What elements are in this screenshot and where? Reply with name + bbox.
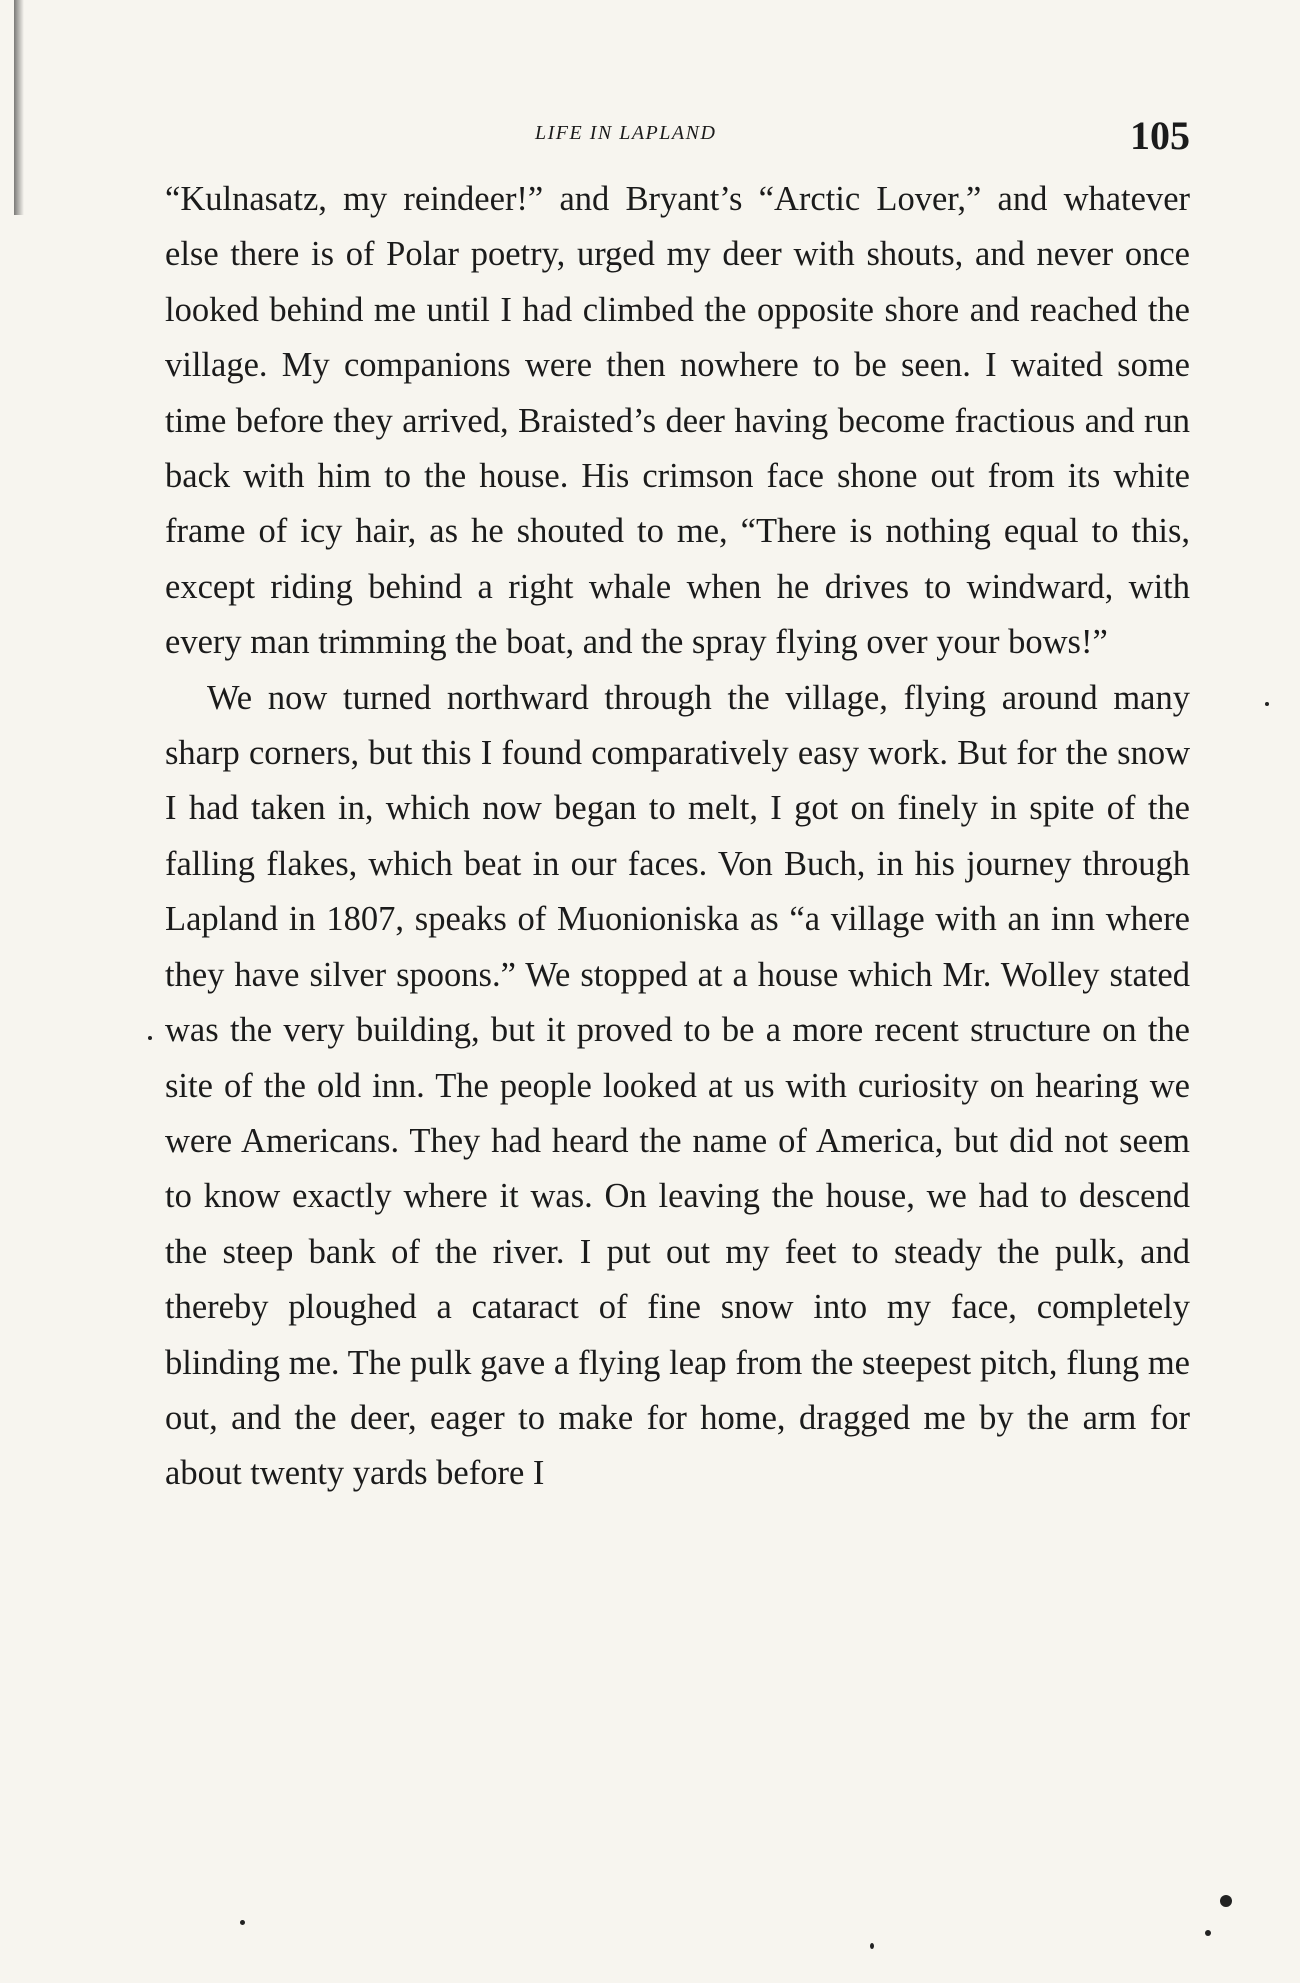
scan-speck [240,1920,245,1925]
page-header [165,112,1190,168]
scan-speck [148,1036,152,1040]
body-text [165,172,1190,1502]
paragraph-2: We now turned northward through the village, flying around many sharp corners, but this I found comparatively easy work. But for the snow I had taken in, which now began to melt, I got on finely in spite of the falling flakes, which beat in our faces. Von Buch, in his journey through Lapland in 1807, speaks of Muonioniska as “a village with an inn where they have silver spoons.” We stopped at a house which Mr. Wolley stated was the very building, but it proved to be a more recent structure on the site of the old inn. The people looked at us with curiosity on hearing we were Americans. They had heard the name of America, but did not seem to know exactly where it was. On leaving the house, we had to descend the steep bank of the river. I put out my feet to steady the pulk, and thereby ploughed a cataract of fine snow into my face, completely blinding me. The pulk gave a flying leap from the steepest pitch, flung me out, and the deer, eager to make for home, dragged me by the arm for about twenty yards before I [165,678,1190,1493]
binding-edge-shadow [14,0,24,215]
paragraph-1: “Kulnasatz, my reindeer!” and Bryant’s “Arctic Lover,” and whatever else there is of Polar poetry, urged my deer with shouts, and never once looked behind me until I had climbed the opposite shore and reached the village. My companions were then nowhere to be seen. I waited some time before they arrived, Braisted’s deer having become fractious and run back with him to the house. His crimson face shone out from its white frame of icy hair, as he shouted to me, “There is nothing equal to this, except riding behind a right whale when he drives to windward, with every man trimming the boat, and the spray flying over your bows!” [165,180,1190,662]
page-number: 105 [1130,113,1190,158]
scan-speck [1220,1895,1232,1907]
scan-speck [870,1943,874,1949]
scan-speck [1265,702,1269,706]
running-head: LIFE IN LAPLAND [535,122,717,144]
scan-speck [1205,1930,1211,1936]
